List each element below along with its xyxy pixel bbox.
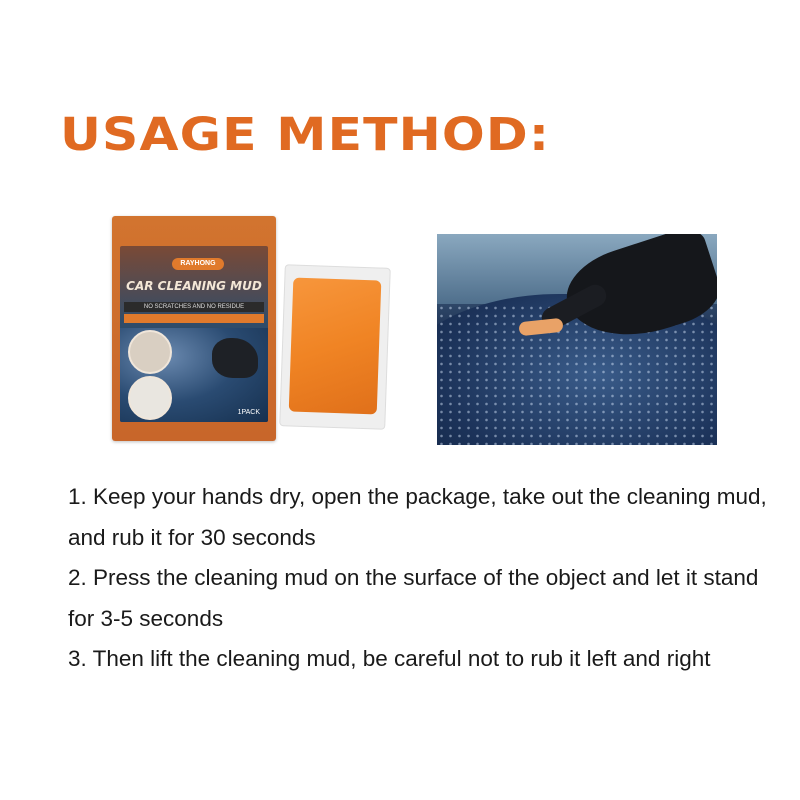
pouch-glove-image <box>212 338 258 378</box>
clay-bar-wrapper <box>279 264 391 430</box>
instruction-step: 1. Keep your hands dry, open the package, take out the cleaning mud, and rub it for 30 seconds <box>68 484 767 550</box>
product-image <box>112 216 392 444</box>
instruction-step: 2. Press the cleaning mud on the surface of the object and let it stand for 3-5 seconds <box>68 565 759 631</box>
product-subtagline <box>124 314 264 323</box>
clay-bar <box>289 278 382 415</box>
product-name: CAR CLEANING MUD <box>126 279 262 293</box>
pouch-label <box>120 246 268 422</box>
usage-photo <box>437 234 717 445</box>
pouch-detail-circle <box>128 330 172 374</box>
product-pouch <box>112 216 276 441</box>
brand-logo: RAYHONG <box>172 258 224 270</box>
pouch-detail-circle <box>128 376 172 420</box>
product-tagline: NO SCRATCHES AND NO RESIDUE <box>124 302 264 312</box>
pack-count: 1PACK <box>237 409 260 416</box>
page-title: USAGE METHOD: <box>60 108 551 161</box>
instruction-step: 3. Then lift the cleaning mud, be careful not to rub it left and right <box>68 646 711 671</box>
instruction-list <box>68 477 768 680</box>
